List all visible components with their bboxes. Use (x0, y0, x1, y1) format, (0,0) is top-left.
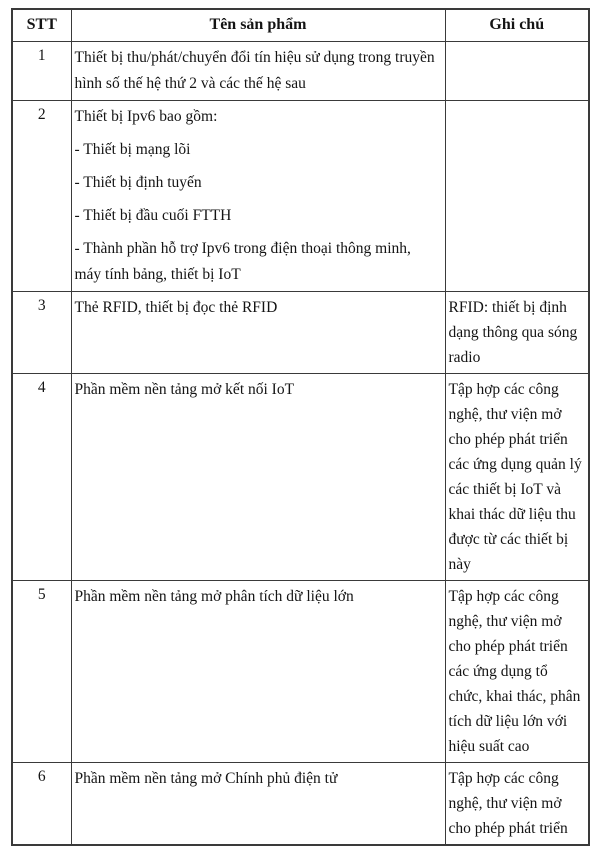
note-cell: Tập hợp các công nghệ, thư viện mở cho phép phát triển (445, 762, 589, 845)
product-name-text: Thẻ RFID, thiết bị đọc thẻ RFID (74, 298, 278, 316)
note-cell: RFID: thiết bị định dạng thông qua sóng radio (445, 291, 589, 373)
product-name-text: - Thiết bị mạng lõi (74, 140, 191, 158)
note-cell (445, 41, 589, 100)
product-name-text: Phần mềm nền tảng mở kết nối IoT (74, 380, 295, 398)
product-name-text: - Thiết bị đầu cuối FTTH (74, 206, 232, 224)
product-name-cell (71, 580, 445, 762)
product-name-text: Phần mềm nền tảng mở phân tích dữ liệu lớn (74, 587, 354, 605)
product-name-text: Thiết bị Ipv6 bao gồm: (74, 107, 218, 125)
products-table (11, 8, 590, 846)
header-stt: STT (12, 9, 71, 41)
table-header-row (12, 9, 589, 41)
product-name-cell (71, 100, 445, 291)
product-name-text: Phần mềm nền tảng mở Chính phủ điện tử (74, 769, 338, 787)
table-row (12, 762, 589, 845)
stt-cell: 1 (12, 41, 71, 100)
table-row (12, 100, 589, 291)
table-row (12, 41, 589, 100)
product-name-cell (71, 762, 445, 845)
note-cell: Tập hợp các công nghệ, thư viện mở cho phép phát triển các ứng dụng tổ chức, khai thác, phân tích dữ liệu lớn với hiệu suất cao (445, 580, 589, 762)
stt-cell: 2 (12, 100, 71, 291)
table-row (12, 291, 589, 373)
table-row (12, 373, 589, 580)
table-row (12, 580, 589, 762)
header-product-name: Tên sản phẩm (71, 9, 445, 41)
note-cell (445, 100, 589, 291)
product-name-text: - Thành phần hỗ trợ Ipv6 trong điện thoại thông minh, máy tính bảng, thiết bị IoT (74, 239, 411, 283)
product-name-cell (71, 291, 445, 373)
product-name-cell (71, 373, 445, 580)
stt-cell: 3 (12, 291, 71, 373)
product-name-text: - Thiết bị định tuyến (74, 173, 202, 191)
product-name-cell (71, 41, 445, 100)
stt-cell: 5 (12, 580, 71, 762)
product-name-text: Thiết bị thu/phát/chuyển đổi tín hiệu sử dụng trong truyền hình số thế hệ thứ 2 và các thế hệ sau (74, 48, 435, 92)
stt-cell: 6 (12, 762, 71, 845)
header-note: Ghi chú (445, 9, 589, 41)
stt-cell: 4 (12, 373, 71, 580)
note-cell: Tập hợp các công nghệ, thư viện mở cho phép phát triển các ứng dụng quản lý các thiết bị IoT và khai thác dữ liệu thu được từ các thiết bị này (445, 373, 589, 580)
